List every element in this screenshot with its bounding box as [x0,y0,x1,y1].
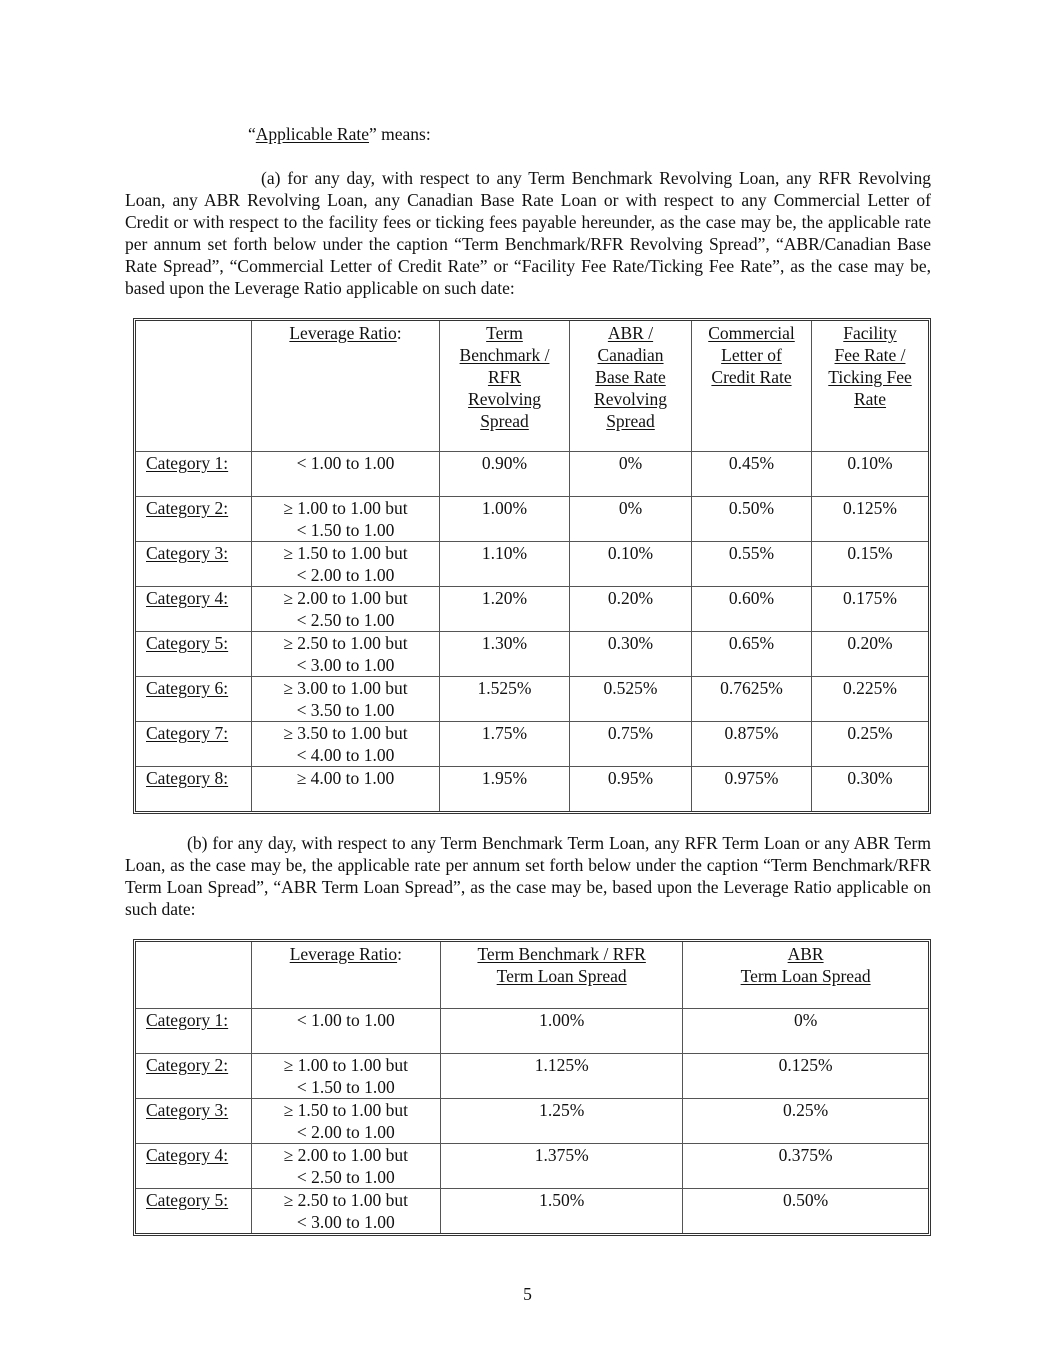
abr-spread-cell: 0.125% [683,1054,928,1099]
category-cell: Category 3: [136,542,252,587]
leverage-cell: ≥ 1.50 to 1.00 but < 2.00 to 1.00 [252,542,440,587]
facility-fee-cell: 0.225% [812,677,928,722]
category-cell: Category 5: [136,1189,252,1233]
header-leverage-ratio: Leverage Ratio: [252,321,440,452]
category-cell: Category 1: [136,1009,252,1054]
abr-spread-cell: 0.20% [570,587,692,632]
facility-fee-cell: 0.25% [812,722,928,767]
facility-fee-cell: 0.125% [812,497,928,542]
header-empty [136,321,252,452]
header-abr: ABR Term Loan Spread [683,942,928,1009]
open-quote: “ [248,124,256,144]
abr-spread-cell: 0.50% [783,1190,829,1210]
term-spread-cell: 1.50% [441,1189,683,1233]
term-spread-cell: 1.95% [440,767,570,811]
term-spread-cell: 1.00% [440,497,570,542]
leverage-cell: < 1.00 to 1.00 [252,1009,442,1054]
leverage-cell: ≥ 2.50 to 1.00 but < 3.00 to 1.00 [252,632,440,677]
term-loan-rate-table [133,939,931,1236]
heading-rest: ” means: [369,124,431,144]
revolving-rate-table [133,318,931,814]
term-spread-cell: 0.90% [440,452,570,497]
category-cell: Category 1: [136,452,252,497]
abr-spread-cell: 0.375% [683,1144,928,1189]
table-row [136,677,928,722]
abr-spread-cell: 0% [570,497,692,542]
category-cell: Category 3: [136,1099,252,1144]
commercial-rate-cell: 0.50% [692,497,812,542]
header-abr-canadian: ABR / Canadian Base Rate Revolving Spread [570,321,692,452]
abr-spread-cell: 0.95% [570,767,692,811]
header-term-benchmark: Term Benchmark / RFR Term Loan Spread [441,942,683,1009]
leverage-cell: ≥ 3.50 to 1.00 but < 4.00 to 1.00 [252,722,440,767]
table-row [136,452,928,497]
category-cell: Category 4: [136,587,252,632]
abr-spread-cell: 0.75% [570,722,692,767]
header-facility-fee: Facility Fee Rate / Ticking Fee Rate [812,321,928,452]
paragraph-b: (b) for any day, with respect to any Term Benchmark Term Loan, any RFR Term Loan or any ABR Term Loan, as the case may be, the applicable rate per annum set forth below under the caption “Term Benchmark/RFR Term Loan Spread”, “ABR Term Loan Spread”, as the case may be, based upon the Leverage Ratio applicable on such date: [125,833,931,919]
term-spread-cell: 1.00% [441,1009,683,1054]
paragraph-a: (a) for any day, with respect to any Term Benchmark Revolving Loan, any RFR Revolving Loan, any ABR Revolving Loan, any Canadian Base Rate Loan or with respect to any Commercial Letter of Credit or with respect to the facility fees or ticking fees payable hereunder, as the case may be, the applicable rate per annum set forth below under the caption “Term Benchmark/RFR Revolving Spread”, “ABR/Canadian Base Rate Spread”, “Commercial Letter of Credit Rate” or “Facility Fee Rate/Ticking Fee Rate”, as the case may be, based upon the Leverage Ratio applicable on such date: [125,168,931,298]
commercial-rate-cell: 0.7625% [692,677,812,722]
leverage-cell: ≥ 1.00 to 1.00 but < 1.50 to 1.00 [252,1054,442,1099]
table-row [136,587,928,632]
abr-spread-cell: 0.525% [570,677,692,722]
facility-fee-cell: 0.10% [812,452,928,497]
header-empty [136,942,252,1009]
header-commercial-loc: Commercial Letter of Credit Rate [692,321,812,452]
leverage-cell: < 1.00 to 1.00 [252,452,440,497]
leverage-cell: ≥ 2.00 to 1.00 but < 2.50 to 1.00 [252,587,440,632]
commercial-rate-cell: 0.65% [692,632,812,677]
table-row [136,542,928,587]
table-row [136,497,928,542]
term-spread-cell: 1.30% [440,632,570,677]
abr-spread-cell: 0% [683,1009,928,1054]
header-leverage-ratio: Leverage Ratio: [252,942,442,1009]
term-spread-cell: 1.525% [440,677,570,722]
leverage-cell: ≥ 4.00 to 1.00 [252,767,440,811]
leverage-cell: ≥ 2.50 to 1.00 but < 3.00 to 1.00 [252,1189,442,1233]
term-spread-cell: 1.125% [441,1054,683,1099]
table-row [136,1189,928,1233]
abr-spread-cell: 0% [570,452,692,497]
leverage-cell: ≥ 1.00 to 1.00 but < 1.50 to 1.00 [252,497,440,542]
category-cell: Category 2: [136,1054,252,1099]
leverage-cell: ≥ 2.00 to 1.00 but < 2.50 to 1.00 [252,1144,442,1189]
category-cell: Category 6: [136,677,252,722]
definition-heading [248,123,431,145]
commercial-rate-cell: 0.55% [692,542,812,587]
commercial-rate-cell: 0.875% [692,722,812,767]
abr-spread-cell: 0.25% [683,1099,928,1144]
table-row [136,1054,928,1099]
table-header-row [136,321,928,452]
abr-spread-cell: 0.30% [570,632,692,677]
commercial-rate-cell: 0.975% [692,767,812,811]
commercial-rate-cell: 0.45% [692,452,812,497]
facility-fee-cell: 0.20% [812,632,928,677]
defined-term: Applicable Rate [255,124,370,144]
commercial-rate-cell: 0.60% [692,587,812,632]
page-number: 5 [523,1284,532,1304]
term-spread-cell: 1.20% [440,587,570,632]
facility-fee-cell: 0.15% [812,542,928,587]
table-row [136,767,928,811]
category-cell: Category 5: [136,632,252,677]
category-cell: Category 8: [136,767,252,811]
leverage-cell: ≥ 3.00 to 1.00 but < 3.50 to 1.00 [252,677,440,722]
category-cell: Category 2: [136,497,252,542]
facility-fee-cell: 0.30% [847,768,893,788]
facility-fee-cell: 0.175% [812,587,928,632]
term-spread-cell: 1.75% [440,722,570,767]
term-spread-cell: 1.10% [440,542,570,587]
table-header-row [136,942,928,1009]
table-row [136,1009,928,1054]
category-cell: Category 4: [136,1144,252,1189]
leverage-cell: ≥ 1.50 to 1.00 but < 2.00 to 1.00 [252,1099,442,1144]
abr-spread-cell: 0.10% [570,542,692,587]
table-row [136,632,928,677]
category-cell: Category 7: [136,722,252,767]
term-spread-cell: 1.25% [441,1099,683,1144]
term-spread-cell: 1.375% [441,1144,683,1189]
table-row [136,1144,928,1189]
table-row [136,722,928,767]
table-row [136,1099,928,1144]
header-term-benchmark: Term Benchmark / RFR Revolving Spread [440,321,570,452]
